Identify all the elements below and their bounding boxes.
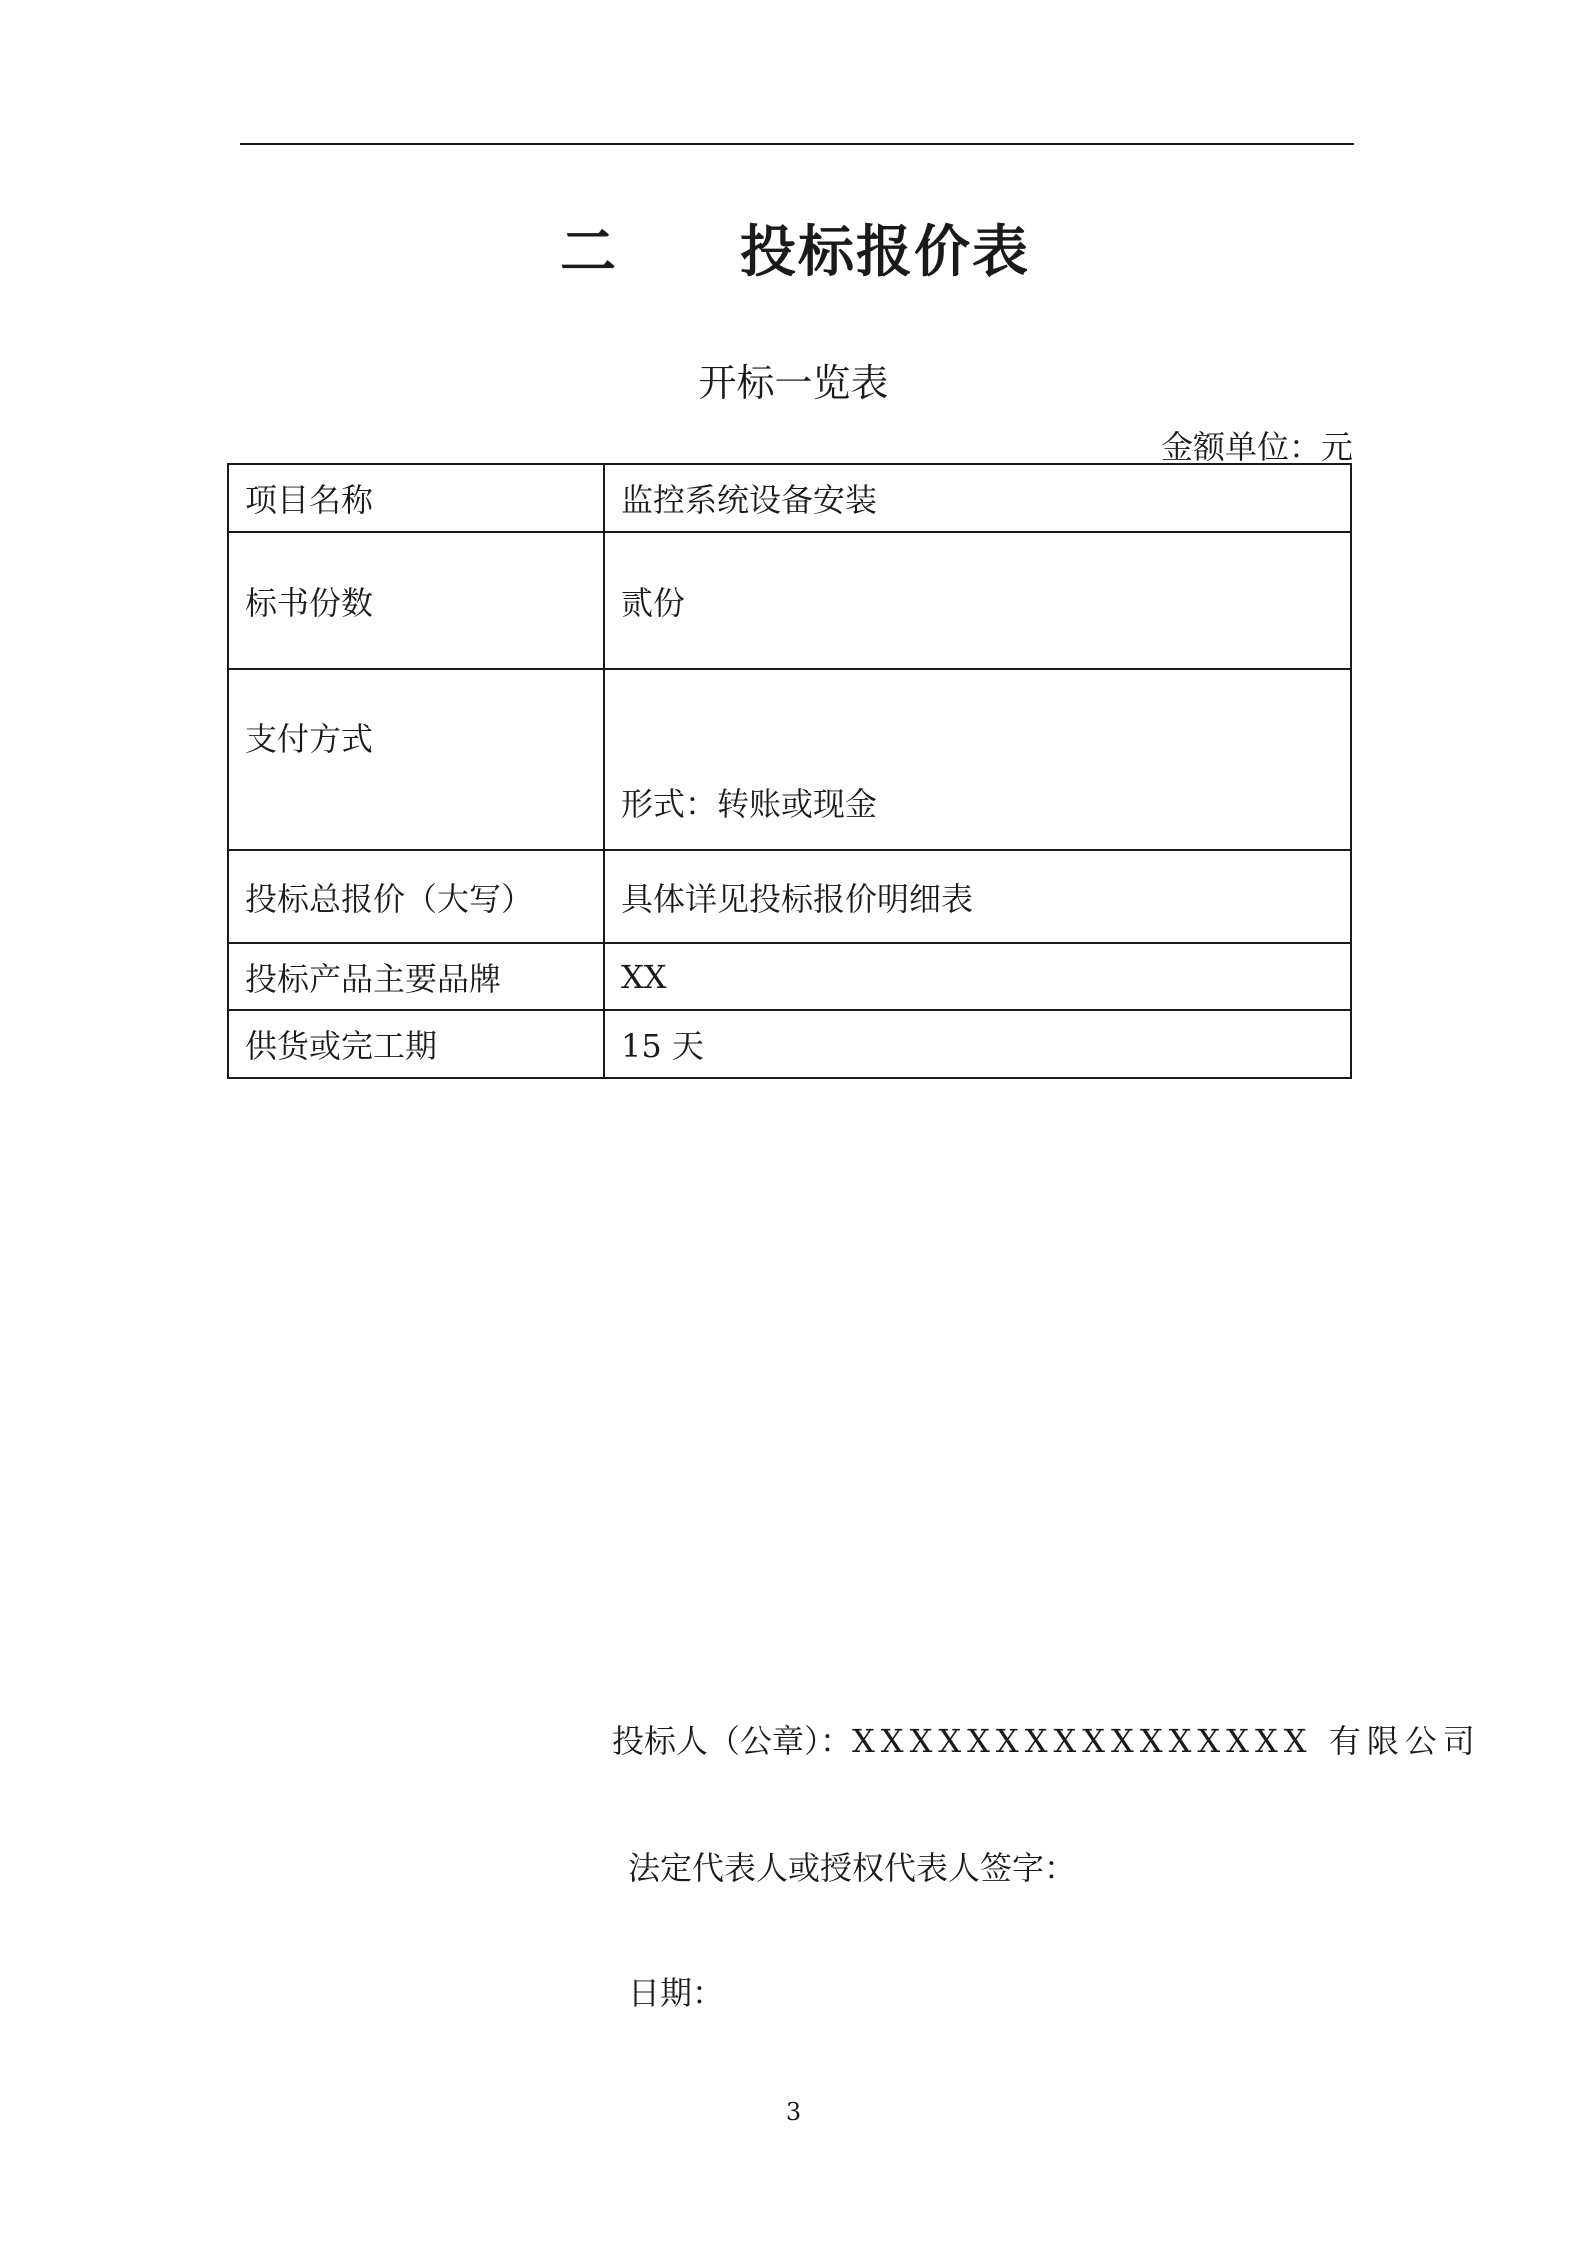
section-number: 二 [560,219,618,285]
table-row [228,532,1351,669]
bidder-company-name: XXXXXXXXXXXXXXXX 有限公司 [852,1722,1481,1760]
row-label: 项目名称 [228,464,604,532]
row-label: 标书份数 [228,532,604,669]
table-row [228,850,1351,943]
section-heading [560,208,1030,288]
bid-summary-table [227,463,1352,1079]
table-title: 开标一览表 [698,361,889,405]
row-value: 监控系统设备安装 [604,464,1351,532]
row-value: 贰份 [604,532,1351,669]
date-label: 日期： [628,1974,725,2012]
bidder-line [612,1716,1481,1762]
row-value: XX [604,943,1351,1010]
row-value: 15 天 [604,1010,1351,1078]
table-row [228,1010,1351,1078]
row-label: 投标产品主要品牌 [228,943,604,1010]
row-label: 供货或完工期 [228,1010,604,1078]
row-label: 支付方式 [228,669,604,850]
row-value: 形式：转账或现金 [604,669,1351,850]
amount-unit-note: 金额单位：元 [1160,428,1353,466]
table-row [228,943,1351,1010]
table-row [228,669,1351,850]
row-label: 投标总报价（大写） [228,850,604,943]
representative-signature-label: 法定代表人或授权代表人签字： [628,1849,1077,1887]
table-row [228,464,1351,532]
page-number: 3 [785,2098,802,2126]
section-title: 投标报价表 [740,219,1030,285]
header-rule [240,143,1354,145]
bidder-label: 投标人（公章）： [612,1722,853,1760]
row-value: 具体详见投标报价明细表 [604,850,1351,943]
